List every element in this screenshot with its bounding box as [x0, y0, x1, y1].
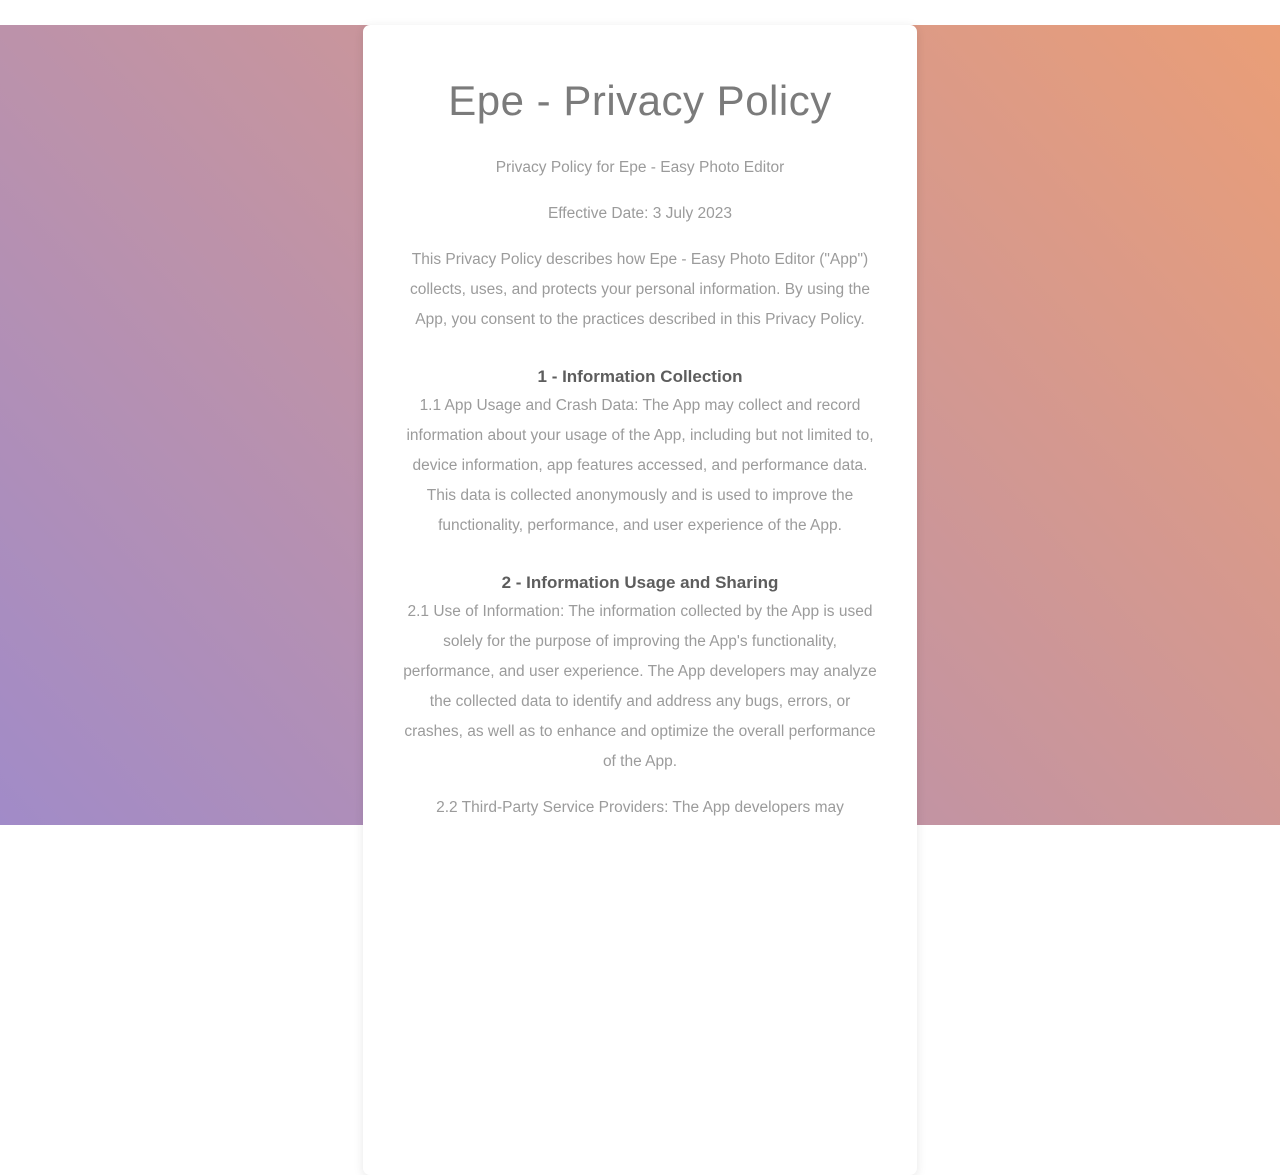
- policy-subtitle: Privacy Policy for Epe - Easy Photo Editor: [495, 159, 785, 176]
- section-heading: 1 - Information Collection: [537, 367, 743, 386]
- section-information-collection: [399, 365, 881, 541]
- page-background: [0, 25, 1280, 825]
- page-title: Epe - Privacy Policy: [448, 77, 832, 124]
- privacy-policy-card: [363, 25, 917, 1175]
- section-paragraph: 1.1 App Usage and Crash Data: The App may collect and record information about your usage of the App, including but not limited to, device information, app features accessed, and performance data. This data is collected anonymously and is used to improve the functionality, performance, and user experience of the App.: [406, 397, 874, 534]
- section-heading: 2 - Information Usage and Sharing: [501, 573, 779, 592]
- effective-date: Effective Date: 3 July 2023: [547, 205, 733, 222]
- section-paragraph-clipped: 2.2 Third-Party Service Providers: The App developers may: [436, 799, 844, 816]
- policy-intro-paragraph: This Privacy Policy describes how Epe - Easy Photo Editor ("App") collects, uses, and protects your personal information. By using the App, you consent to the practices described in this Privacy Policy.: [409, 251, 871, 328]
- section-paragraph: 2.1 Use of Information: The information collected by the App is used solely for the purpose of improving the App's functionality, performance, and user experience. The App developers may analyze the collected data to identify and address any bugs, errors, or crashes, as well as to enhance and optimize the overall performance of the App.: [403, 603, 877, 770]
- section-information-usage-and-sharing: [399, 571, 881, 823]
